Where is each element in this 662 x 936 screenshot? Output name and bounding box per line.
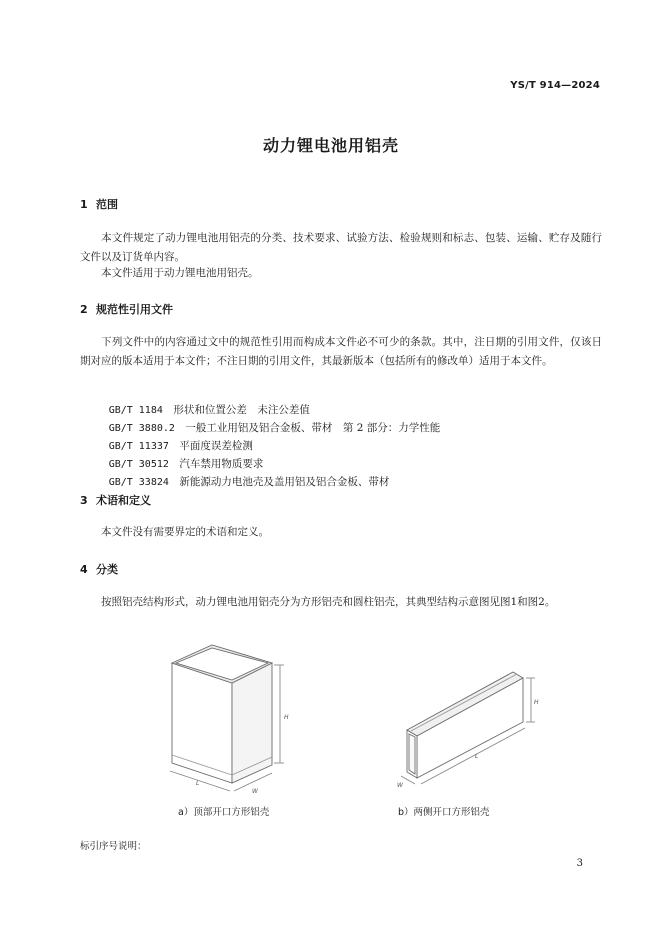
section-4-heading [80, 561, 118, 577]
reference-code: GB/T 1184 [108, 405, 163, 416]
reference-code: GB/T 33824 [108, 477, 169, 488]
section-1-heading [80, 196, 118, 212]
dimension-label-w: W [397, 782, 403, 789]
reference-title: 新能源动力电池壳及盖用铝及铝合金板、带材 [179, 476, 390, 488]
paragraph-text: 本文件没有需要界定的术语和定义。 [101, 526, 269, 538]
reference-code: GB/T 11337 [108, 441, 169, 452]
section-title: 规范性引用文件 [96, 303, 173, 316]
dimension-label-w: W [252, 788, 258, 795]
paragraph-text: 本文件规定了动力锂电池用铝壳的分类、技术要求、试验方法、检验规则和标志、包装、运输、贮存及随行文件以及订货单内容。 [80, 232, 602, 263]
section-number: 2 [80, 303, 88, 316]
figure-b-caption: b）两侧开口方形铝壳 [398, 807, 490, 818]
section-1-paragraph-1 [80, 229, 602, 267]
section-1-paragraph-2 [80, 264, 602, 283]
dimension-label-l: L [196, 780, 200, 787]
section-number: 3 [80, 494, 88, 507]
reference-title: 一般工业用铝及铝合金板、带材 第 2 部分：力学性能 [185, 422, 441, 434]
section-2-heading [80, 301, 173, 317]
section-2-paragraph-1 [80, 333, 602, 371]
section-title: 分类 [96, 563, 118, 576]
section-number: 1 [80, 198, 88, 211]
section-3-paragraph-1 [80, 523, 602, 542]
figure-a-caption: a）顶部开口方形铝壳 [178, 807, 270, 818]
standard-number: YS/T 914—2024 [510, 80, 600, 91]
legend-intro: 标引序号说明： [80, 841, 147, 852]
reference-title: 汽车禁用物质要求 [179, 458, 264, 470]
document-title: 动力锂电池用铝壳 [262, 136, 399, 155]
figure-b-drawing [395, 660, 545, 790]
reference-code: GB/T 30512 [108, 459, 169, 470]
page-number: 3 [576, 858, 583, 869]
figure-a-drawing [160, 635, 310, 795]
paragraph-text: 本文件适用于动力锂电池用铝壳。 [101, 267, 259, 279]
paragraph-text: 按照铝壳结构形式，动力锂电池用铝壳分为方形铝壳和圆柱铝壳，其典型结构示意图见图1和图2。 [101, 596, 556, 608]
dimension-label-h: H [534, 699, 539, 706]
section-4-paragraph-1 [80, 593, 602, 612]
section-3-heading [80, 492, 151, 508]
dimension-label-l: L [475, 753, 479, 760]
reference-item [102, 457, 389, 491]
section-title: 范围 [96, 198, 118, 211]
section-number: 4 [80, 563, 88, 576]
dimension-label-h: H [284, 714, 289, 721]
section-title: 术语和定义 [96, 494, 151, 507]
reference-title: 形状和位置公差 未注公差值 [173, 404, 310, 416]
paragraph-text: 下列文件中的内容通过文中的规范性引用而构成本文件必不可少的条款。其中，注日期的引用文件，仅该日期对应的版本适用于本文件；不注日期的引用文件，其最新版本（包括所有的修改单）适用于本文件。 [80, 336, 602, 367]
reference-code: GB/T 3880.2 [108, 423, 175, 434]
reference-title: 平面度误差检测 [179, 440, 253, 452]
